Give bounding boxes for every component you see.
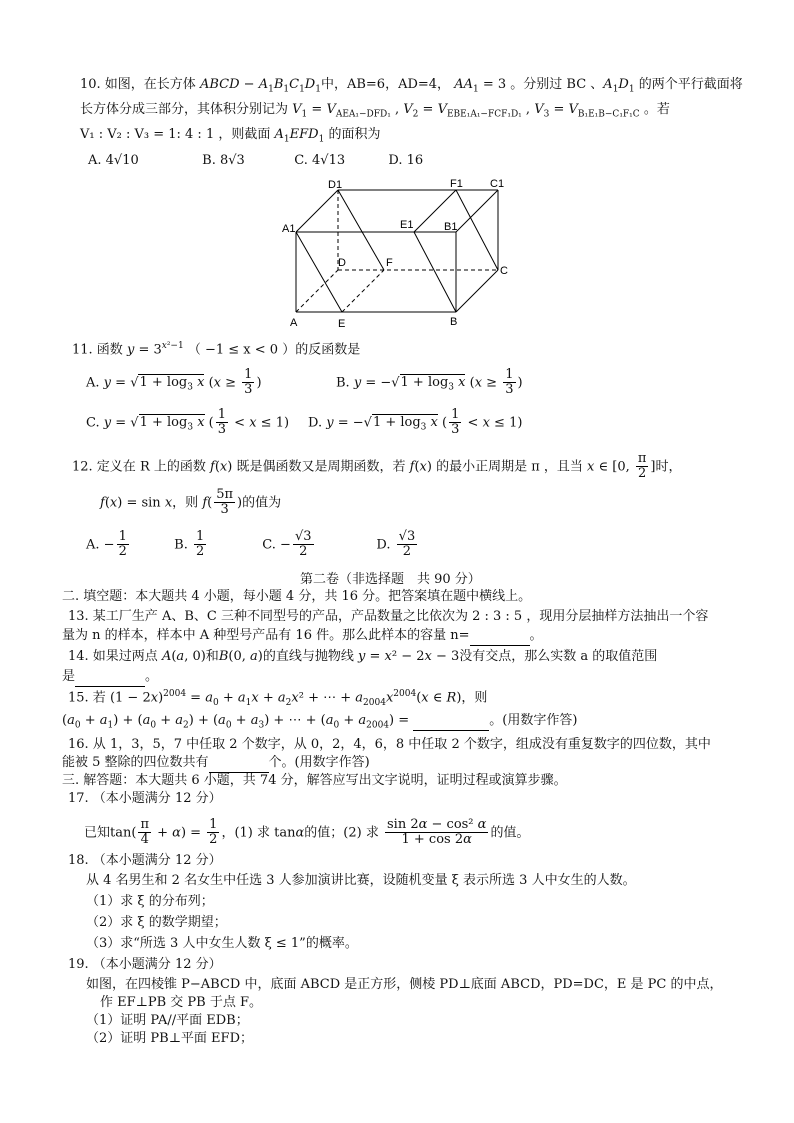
label-A1: A1 [282, 223, 296, 235]
q12-option-d: D. $\frac{√3}{2}$ [376, 529, 416, 560]
label-E: E [338, 318, 346, 330]
q10-text: 的面积为 [328, 127, 381, 142]
q11-option-a: A. $y = √1 + \log_3 x$ (x ≥ $\frac{1}{3}$ ) [86, 367, 262, 398]
figure-vertex-labels [282, 178, 508, 330]
q15-text: ，则 [461, 690, 488, 706]
q14-text: 没有交点，那么实数 a 的取值范围 [459, 649, 658, 664]
q17-head: 17. （本小题满分 12 分） [68, 791, 222, 806]
q19-body-1: 如图，在四棱锥 P−ABCD 中，底面 ABCD 是正方形，侧棱 PD⊥底面 ABCD，PD=DC，E 是 PC 的中点， [86, 977, 723, 992]
q14-text: 是 [62, 669, 76, 684]
q14-text: 。 [145, 669, 159, 684]
part2-intro: 二. 填空题：本大题共 4 小题，每小题 4 分，共 16 分。把答案填在题中横线上。 [62, 589, 532, 604]
q16-line-1: 16. 从 1，3，5，7 中任取 2 个数字，从 0，2，4，6，8 中任取 2 个数字，组成没有重复数字的四位数，其中 [68, 737, 711, 752]
q14-text: 和 [205, 649, 219, 664]
q18-body: 从 4 名男生和 2 名女生中任选 3 人参加演讲比赛，设随机变量 ξ 表示所选 3 人中女生的人数。 [86, 873, 636, 888]
q15-answer-blank [413, 712, 489, 731]
q17-text: ，(1) 求 [221, 825, 271, 841]
q12-option-b: B. $\frac{1}{2}$ [174, 529, 205, 560]
q16-text: 个。(用数字作答) [268, 755, 370, 770]
q17-text: 的值；(2) 求 [304, 825, 379, 841]
q11-stem: 11. 函数 $y = 3^{x^2-1}$ （ −1 ≤ x < 0 ）的反函数是 [72, 341, 361, 358]
q14-text: 的直线与抛物线 [262, 649, 354, 664]
q12-text: 既是偶函数又是周期函数，若 [236, 459, 406, 475]
label-F1: F1 [450, 178, 463, 190]
q13-answer-blank [470, 627, 530, 646]
q10-text: V₁ : V₂ : V₃ = 1: 4 : 1 ，则截面 [80, 127, 271, 142]
q17-text: 的值。 [490, 825, 530, 841]
q10-text: = 3 。分别过 BC 、 [482, 77, 604, 92]
q12-option-label: D. [376, 537, 391, 553]
q15-text: 15. 若 [68, 690, 106, 706]
q18-part-1: （1）求 ξ 的分布列； [86, 894, 214, 909]
q16-answer-blank [209, 754, 269, 773]
q11-text: 11. 函数 [72, 342, 123, 358]
cuboid-figure [280, 172, 520, 338]
label-C: C [500, 265, 508, 277]
label-B: B [450, 316, 458, 328]
q18-part-3: （3）求“所选 3 人中女生人数 ξ ≤ 1”的概率。 [86, 936, 358, 951]
q18-part-2: （2）求 ξ 的数学期望； [86, 915, 227, 930]
q17-text: 已知 [84, 825, 111, 841]
q12-text: 时， [655, 459, 682, 475]
q15-line-1: 15. 若 $(1 - 2x)^{2004} = a_0 + a_1x + a_2x^2$ + ⋯ + $a_{2004}x^{2004}(x$ ∈ R)，则 [68, 689, 488, 708]
q16-line-2 [62, 754, 370, 773]
q12-text: 的值为 [242, 495, 282, 511]
q12-option-a: A. − $\frac{1}{2}$ [86, 529, 127, 560]
label-E1: E1 [400, 219, 414, 231]
q14-line-2 [62, 668, 158, 687]
q12-option-label: C. [262, 537, 276, 553]
q12-stem-1: 12. 定义在 R 上的函数 f(x) 既是偶函数又是周期函数，若 f(x) 的最小正周期是 π ，且当 x ∈ [0, $\frac{\pi}{2}$ ]时， [72, 451, 682, 482]
q14-answer-blank [75, 668, 145, 687]
q19-body-2: 作 EF⊥PB 交 PB 于点 F。 [100, 995, 263, 1010]
q19-part-2: （2）证明 PB⊥平面 EFD； [86, 1031, 253, 1046]
label-A: A [290, 317, 298, 329]
label-D1: D1 [328, 179, 343, 191]
q14-line-1: 14. 如果过两点 A(a, 0)和B(0, a)的直线与抛物线 y = x² − 2x − 3没有交点，那么实数 a 的取值范围 [68, 649, 658, 664]
q11-option-label: A. [86, 375, 100, 391]
q11-option-c: C. $y = √1 + \log_3 x$ ( $\frac{1}{3}$ < x ≤ 1) [86, 407, 290, 438]
q11-option-d: D. $y = -√1 + \log_3 x$ ( $\frac{1}{3}$ < x ≤ 1) [308, 407, 523, 438]
label-C1: C1 [490, 178, 505, 190]
q10-text: 。若 [643, 102, 670, 117]
q13-text: 。 [529, 628, 543, 643]
label-D: D [338, 257, 346, 269]
q11-option-label: D. [308, 415, 323, 431]
q10-line-1: 10. 如图，在长方体 ABCD − $A_1B_1C_1D_1$中，AB=6，AD=4， $AA_1 = 3$ 。分别过 BC 、$A_1D_1$ 的两个平行截面将 [80, 77, 743, 95]
q10-line-2: 长方体分成三部分，其体积分别记为 $V_1 = V_{AEA_1-DFD_1}$ , $V_2 = V_{EBE_1A_1-FCF_1D_1}$ , $V_3 = V_{B_1E_1B-C_1F_1C}$ 。若 [80, 102, 670, 120]
q12-text: 12. 定义在 R 上的函数 [72, 459, 206, 475]
label-B1: B1 [444, 221, 458, 233]
q10-option-a: A. 4√10 [88, 153, 139, 168]
q10-option-c: C. 4√13 [294, 153, 346, 168]
q12-stem-2: f(x) = sin x，则 f( $\frac{5\pi}{3}$ )的值为 [100, 487, 282, 518]
q19-part-1: （1）证明 PA//平面 EDB； [86, 1013, 249, 1028]
q11-text: （ −1 ≤ x < 0 ）的反函数是 [187, 342, 361, 358]
q13-text: 量为 n 的样本，样本中 A 种型号产品有 16 件。那么此样本的容量 n= [62, 628, 470, 643]
q12-option-label: A. [86, 537, 100, 553]
q11-option-b: B. $y = -√1 + \log_3 x$ (x ≥ $\frac{1}{3}$ ) [336, 367, 523, 398]
q13-line-1: 13. 某工厂生产 A、B、C 三种不同型号的产品，产品数量之比依次为 2 : 3 : 5 ，现用分层抽样方法抽出一个容 [68, 609, 709, 624]
q15-line-2: $(a_0 + a_1) + (a_0 + a_2) + (a_0 + a_3)$ + ⋯ + $(a_0 + a_{2004})$ = 。(用数字作答) [62, 713, 578, 731]
q15-text: 。(用数字作答) [489, 713, 578, 728]
label-F: F [386, 257, 393, 269]
q10-line-3: V₁ : V₂ : V₃ = 1: 4 : 1 ，则截面 $A_1EFD_1$ 的面积为 [80, 127, 381, 145]
q10-text: 中，AB=6，AD=4， [320, 77, 451, 92]
q11-option-label: B. [336, 375, 350, 391]
q10-option-b: B. 8√3 [202, 153, 245, 168]
q12-text: 的最小正周期是 π ，且当 [436, 459, 583, 475]
q14-text: 14. 如果过两点 [68, 649, 158, 664]
q10-text: 长方体分成三部分，其体积分别记为 [80, 102, 289, 117]
q13-line-2 [62, 627, 543, 646]
q16-text: 能被 5 整除的四位数共有 [62, 755, 209, 770]
q19-head: 19. （本小题满分 12 分） [68, 957, 222, 972]
q11-option-label: C. [86, 415, 100, 431]
q17-body: 已知tan( $\frac{\pi}{4}$ + α) = $\frac{1}{2}$ ，(1) 求 tanα的值；(2) 求 $\frac{\text{sin 2α − cos² α}}{1 + \cos 2\alpha}$ 的值。 [84, 817, 530, 848]
q12-option-label: B. [174, 537, 188, 553]
part3-intro: 三. 解答题：本大题共 6 小题，共 74 分，解答应写出文字说明，证明过程或演算步骤。 [62, 773, 567, 788]
q10-options [88, 152, 423, 170]
part2-heading: 第二卷（非选择题 共 90 分） [300, 572, 481, 587]
q12-option-c: C. − $\frac{√3}{2}$ [262, 529, 312, 560]
q12-options [86, 530, 419, 560]
q10-option-d: D. 16 [388, 153, 424, 168]
q18-head: 18. （本小题满分 12 分） [68, 853, 222, 868]
q10-text: 的两个平行截面将 [638, 77, 743, 92]
q10-text: 10. 如图，在长方体 [80, 77, 196, 92]
q12-text: ，则 [172, 495, 199, 511]
